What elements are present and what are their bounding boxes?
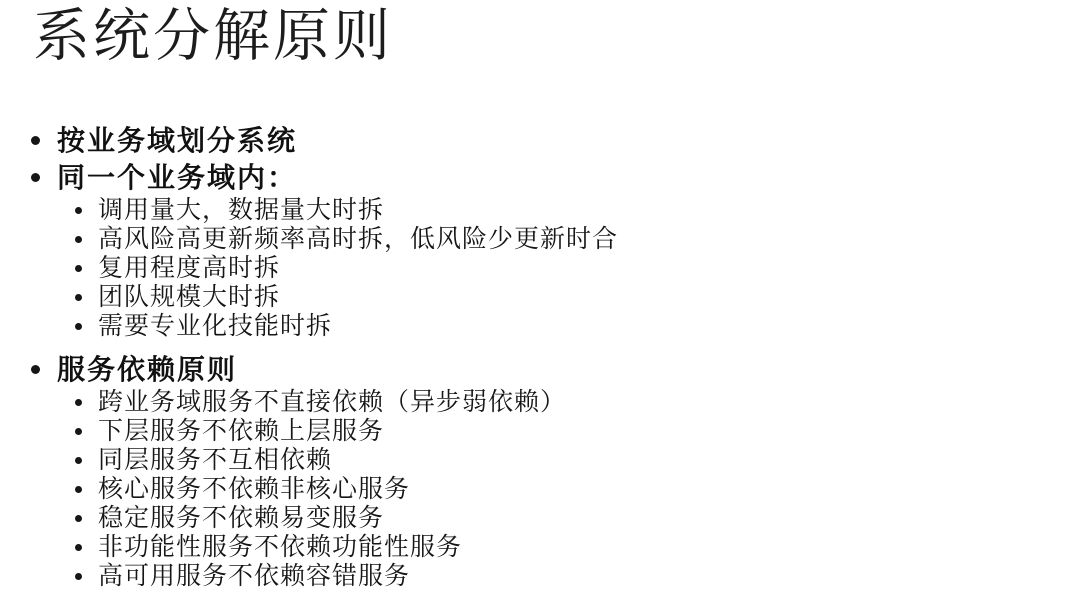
list-item-text: 核心服务不依赖非核心服务 [98, 475, 411, 503]
list-item-text: 跨业务域服务不直接依赖（异步弱依赖） [98, 388, 567, 416]
list-item [0, 159, 1080, 196]
list-item [0, 351, 1080, 388]
list-item [0, 533, 1080, 562]
list-item-text: 按业务域划分系统 [57, 125, 298, 156]
list-item-text: 同一个业务域内： [57, 162, 298, 193]
list-item [0, 446, 1080, 475]
list-item [0, 475, 1080, 504]
list-item-text: 同层服务不互相依赖 [98, 446, 333, 474]
slide-title: 系统分解原则 [33, 4, 393, 68]
list-item-text: 高可用服务不依赖容错服务 [98, 562, 411, 590]
bullet-icon [75, 457, 82, 464]
list-item [0, 122, 1080, 159]
list-item [0, 196, 1080, 225]
list-item-text: 稳定服务不依赖易变服务 [98, 504, 385, 532]
bullet-icon [75, 399, 82, 406]
bullet-icon [75, 294, 82, 301]
list-item-text: 下层服务不依赖上层服务 [98, 417, 385, 445]
bullet-icon [75, 236, 82, 243]
list-item [0, 254, 1080, 283]
list-item [0, 388, 1080, 417]
list-item-text: 服务依赖原则 [57, 354, 238, 385]
bullet-icon [75, 544, 82, 551]
list-item [0, 417, 1080, 446]
bullet-icon [31, 136, 40, 145]
list-item-text: 高风险高更新频率高时拆，低风险少更新时合 [98, 225, 619, 253]
bullet-icon [31, 365, 40, 374]
bullet-icon [75, 323, 82, 330]
bullet-list [0, 122, 1080, 591]
bullet-icon [75, 207, 82, 214]
list-item-text: 需要专业化技能时拆 [98, 312, 333, 340]
bullet-icon [75, 486, 82, 493]
list-item [0, 312, 1080, 341]
bullet-icon [75, 573, 82, 580]
list-item-text: 调用量大，数据量大时拆 [98, 196, 385, 224]
bullet-icon [75, 428, 82, 435]
bullet-icon [75, 265, 82, 272]
list-item [0, 562, 1080, 591]
bullet-icon [31, 173, 40, 182]
list-item-text: 复用程度高时拆 [98, 254, 281, 282]
list-item-text: 非功能性服务不依赖功能性服务 [98, 533, 463, 561]
list-item [0, 504, 1080, 533]
list-item [0, 283, 1080, 312]
list-item [0, 225, 1080, 254]
list-item-text: 团队规模大时拆 [98, 283, 281, 311]
bullet-icon [75, 515, 82, 522]
